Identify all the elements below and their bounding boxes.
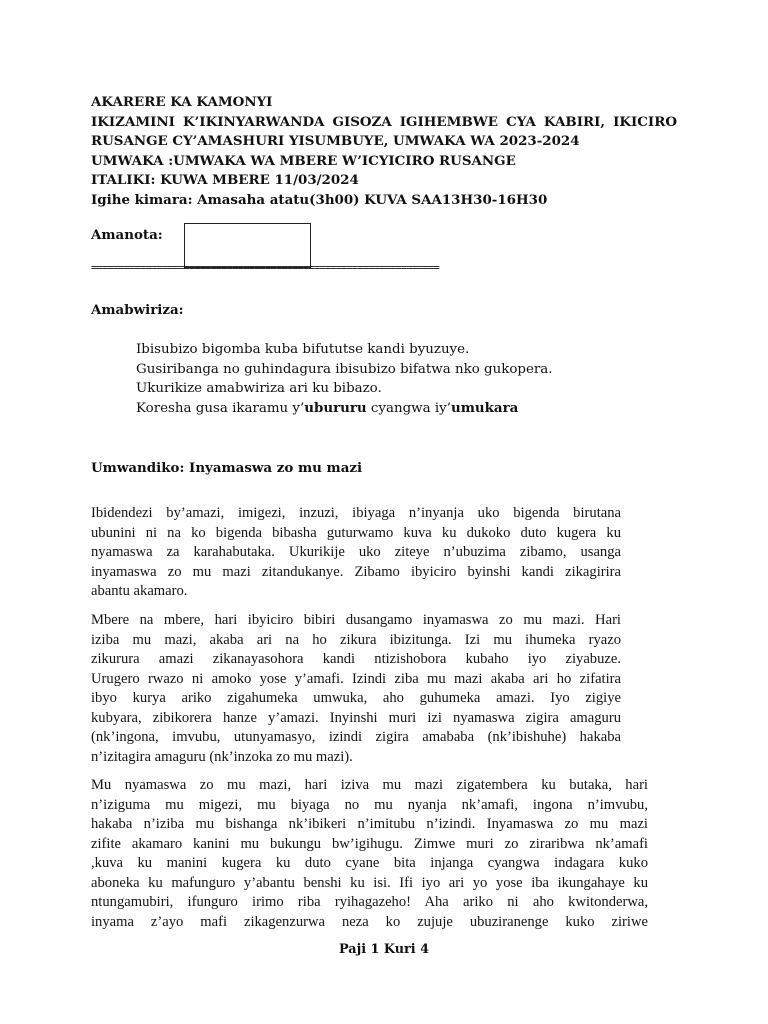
text-line: Mbere na mbere, hari ibyiciro bibiri dusangamo inyamaswa zo mu mazi. Hari: [91, 612, 621, 628]
text-line: kubyara, zibikorera hanze y’amazi. Inyinshi muri izi nyamaswa zigira amaguru: [91, 709, 621, 726]
paragraph-1: [91, 504, 621, 602]
text-line: nyamaswa za karahabutaka. Ukurikije uko ziteye n’ubuzima zibamo, usanga: [91, 544, 621, 560]
exam-duration: Igihe kimara: Amasaha atatu(3h00) KUVA SAA13H30-16H30: [91, 191, 548, 208]
instruction-pen-middle: cyangwa iy’: [366, 400, 451, 416]
exam-title-line-2: RUSANGE CY’AMASHURI YISUMBUYE, UMWAKA WA 2023-2024: [91, 133, 580, 149]
reading-title: Umwandiko: Inyamaswa zo mu mazi: [91, 460, 363, 476]
page-number: Paji 1 Kuri 4: [339, 942, 429, 957]
school-year-level: UMWAKA :UMWAKA WA MBERE W’ICYICIRO RUSANGE: [91, 152, 516, 169]
instruction-item: Ibisubizo bigomba kuba bifututse kandi byuzuye.: [136, 342, 470, 357]
text-line: Mu nyamaswa zo mu mazi, hari iziva mu mazi zigatembera ku butaka, hari: [91, 777, 648, 793]
text-line: zikurura amazi zikanayasohora kandi ntizishobora kubaho iyo ziyabuze.: [91, 651, 621, 667]
instructions-list: [136, 340, 553, 418]
text-line: n’iziguma mu migezi, mu biyaga no mu nyanja nk’amafi, ingona n’imvubu,: [91, 796, 648, 813]
text-line: aboneka ku mafunguro y’abantu benshi ku isi. Ifi iyo ari yo yose iba ikungahaye ku: [91, 874, 648, 891]
text-line: hakaba n’iziba mu bishanga nk’ibikeri n’imitubu n’izindi. Inyamaswa zo mu mazi: [91, 816, 648, 832]
instruction-pen-black: umukara: [450, 399, 519, 416]
separator-line: ================================================================: [91, 262, 439, 274]
instructions-title: Amabwiriza:: [91, 302, 184, 318]
exam-date: ITALIKI: KUWA MBERE 11/03/2024: [91, 172, 359, 188]
exam-header: [91, 93, 677, 210]
text-line: (nk’ingona, imvubu, utunyamasyo, izindi zigira amababa (nk’ibishuhe) hakaba: [91, 729, 621, 745]
text-line: abantu akamaro.: [91, 583, 188, 599]
paragraph-3: [91, 776, 648, 932]
instruction-pen-prefix: Koresha gusa ikaramu y’: [136, 400, 305, 416]
paragraph-2: [91, 611, 621, 767]
text-line: zifite akamaro kanini mu bukungu bw’igihugu. Zimwe muri zo ziraribwa nk’amafi: [91, 835, 648, 852]
exam-title-line-1: IKIZAMINI K’IKINYARWANDA GISOZA IGIHEMBWE CYA KABIRI, IKICIRO: [91, 113, 677, 130]
text-line: ,kuva ku manini kugera ku duto cyane bita injanga cyangwa indagara kuko: [91, 855, 648, 871]
marks-label: Amanota:: [91, 227, 163, 243]
text-line: n’izitagira amaguru (nk’inzoka zo mu mazi).: [91, 748, 353, 765]
instruction-item: [136, 399, 553, 419]
text-line: Urugero rwazo ni amoko yose y’amafi. Izindi ziba mu mazi akaba ari ho zifatira: [91, 670, 621, 687]
text-line: ntungamubiri, ifunguro irimo riba ryihagazeho! Aha ariko ni aho kwitonderwa,: [91, 894, 648, 910]
text-line: ibyo kurya ariko zigahumeka umwuka, aho guhumeka amazi. Iyo zigiye: [91, 690, 621, 706]
district-name: AKARERE KA KAMONYI: [91, 94, 273, 110]
instruction-item: Gusiribanga no guhindagura ibisubizo bifatwa nko gukopera.: [136, 361, 553, 377]
instruction-pen-blue: ubururu: [304, 399, 367, 416]
text-line: inyama z’ayo mafi zikagenzurwa neza ko zujuje ubuziranenge kuko ziriwe: [91, 913, 648, 930]
text-line: inyamaswa zo mu mazi zitandukanye. Zibamo ibyiciro byinshi kandi zikagirira: [91, 563, 621, 580]
text-line: ubunini ni na ko bigenda bibasha guturwamo kuva ku dukoko duto kugera ku: [91, 524, 621, 541]
text-line: iziba mu mazi, akaba ari na ho zikura ibizitunga. Izi mu ihumeka ryazo: [91, 631, 621, 648]
text-line: Ibidendezi by’amazi, imigezi, inzuzi, ibiyaga n’inyanja uko bigenda birutana: [91, 505, 621, 521]
instruction-item: Ukurikize amabwiriza ari ku bibazo.: [136, 381, 382, 396]
